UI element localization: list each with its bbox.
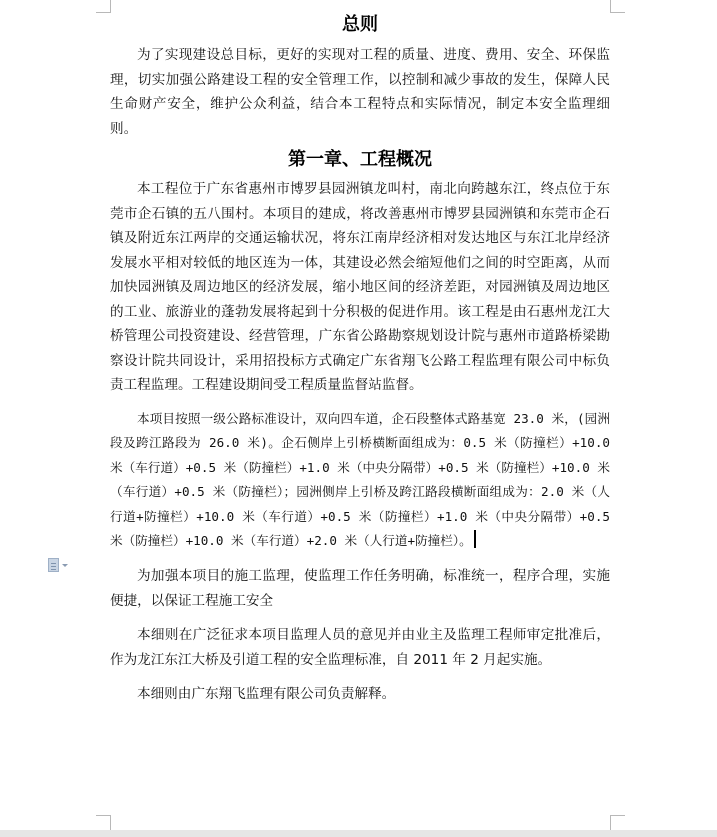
horizontal-scroll-area[interactable] xyxy=(0,830,717,837)
supervision-purpose-paragraph: 为加强本项目的施工监理，使监理工作任务明确，标准统一，程序合理，实施便捷，以保证工程施工安全 xyxy=(110,568,610,609)
chapter-heading: 第一章、工程概况 xyxy=(288,149,432,170)
design-standard-paragraph xyxy=(110,407,610,555)
crop-mark-bottom-right xyxy=(610,815,625,830)
approval-paragraph: 本细则在广泛征求本项目监理人员的意见并由业主及监理工程师审定批准后，作为龙江东江大桥及引道工程的安全监理标准，自 2011 年 2 月起实施。 xyxy=(110,627,610,668)
chevron-down-icon xyxy=(62,564,68,567)
project-location-paragraph: 本工程位于广东省惠州市博罗县园洲镇龙叫村，南北向跨越东江，终点位于东莞市企石镇的五八围村。本项目的建成，将改善惠州市博罗县园洲镇和东莞市企石镇及附近东江两岸的交通运输状况，将东江南岸经济相对发达地区与东江北岸经济发展水平相对较低的地区连为一体，其建设必然会缩短他们之间的时空距离，从而加快园洲镇及周边地区的经济发展，缩小地区间的经济差距，对园洲镇及周边地区的工业、旅游业的蓬勃发展将起到十分积极的促进作用。该工程是由石惠州龙江大桥管理公司投资建设、经营管理，广东省公路勘察规划设计院与惠州市道路桥梁勘察设计院共同设计，采用招投标方式确定广东省翔飞公路工程监理有限公司中标负责工程监理。工程建设期间受工程质量监督站监督。 xyxy=(110,181,610,393)
crop-mark-bottom-left xyxy=(96,815,111,830)
crop-mark-top-right xyxy=(610,0,625,13)
document-body[interactable] xyxy=(110,10,610,707)
intro-paragraph: 为了实现建设总目标，更好的实现对工程的质量、进度、费用、安全、环保监理，切实加强公路建设工程的安全管理工作，以控制和减少事故的发生，保障人民生命财产安全，维护公众利益，结合本工程特点和实际情况，制定本安全监理细则。 xyxy=(110,47,610,137)
document-icon xyxy=(48,558,59,572)
design-standard-text: 本项目按照一级公路标准设计，双向四车道，企石段整体式路基宽 23.0 米，(园洲段及跨江路段为 26.0 米)。企石侧岸上引桥横断面组成为：0.5 米（防撞栏）+10.0 米（车行道）+0.5 米（防撞栏）+1.0 米（中央分隔带）+0.5 米（防撞栏）+10.0 米（车行道）+0.5 米（防撞栏）；园洲侧岸上引桥及跨江路段横断面组成为：2.0 米（人行道+防撞栏）+10.0 米（车行道）+0.5 米（防撞栏）+1.0 米（中央分隔带）+0.5 米（防撞栏）+10.0 米（车行道）+2.0 米（人行道+防撞栏）。 xyxy=(110,410,610,549)
interpretation-paragraph: 本细则由广东翔飞监理有限公司负责解释。 xyxy=(137,686,396,703)
document-paste-options-icon[interactable] xyxy=(48,557,74,573)
text-cursor xyxy=(474,530,476,548)
crop-mark-top-left xyxy=(96,0,111,13)
section-title: 总则 xyxy=(342,14,378,35)
